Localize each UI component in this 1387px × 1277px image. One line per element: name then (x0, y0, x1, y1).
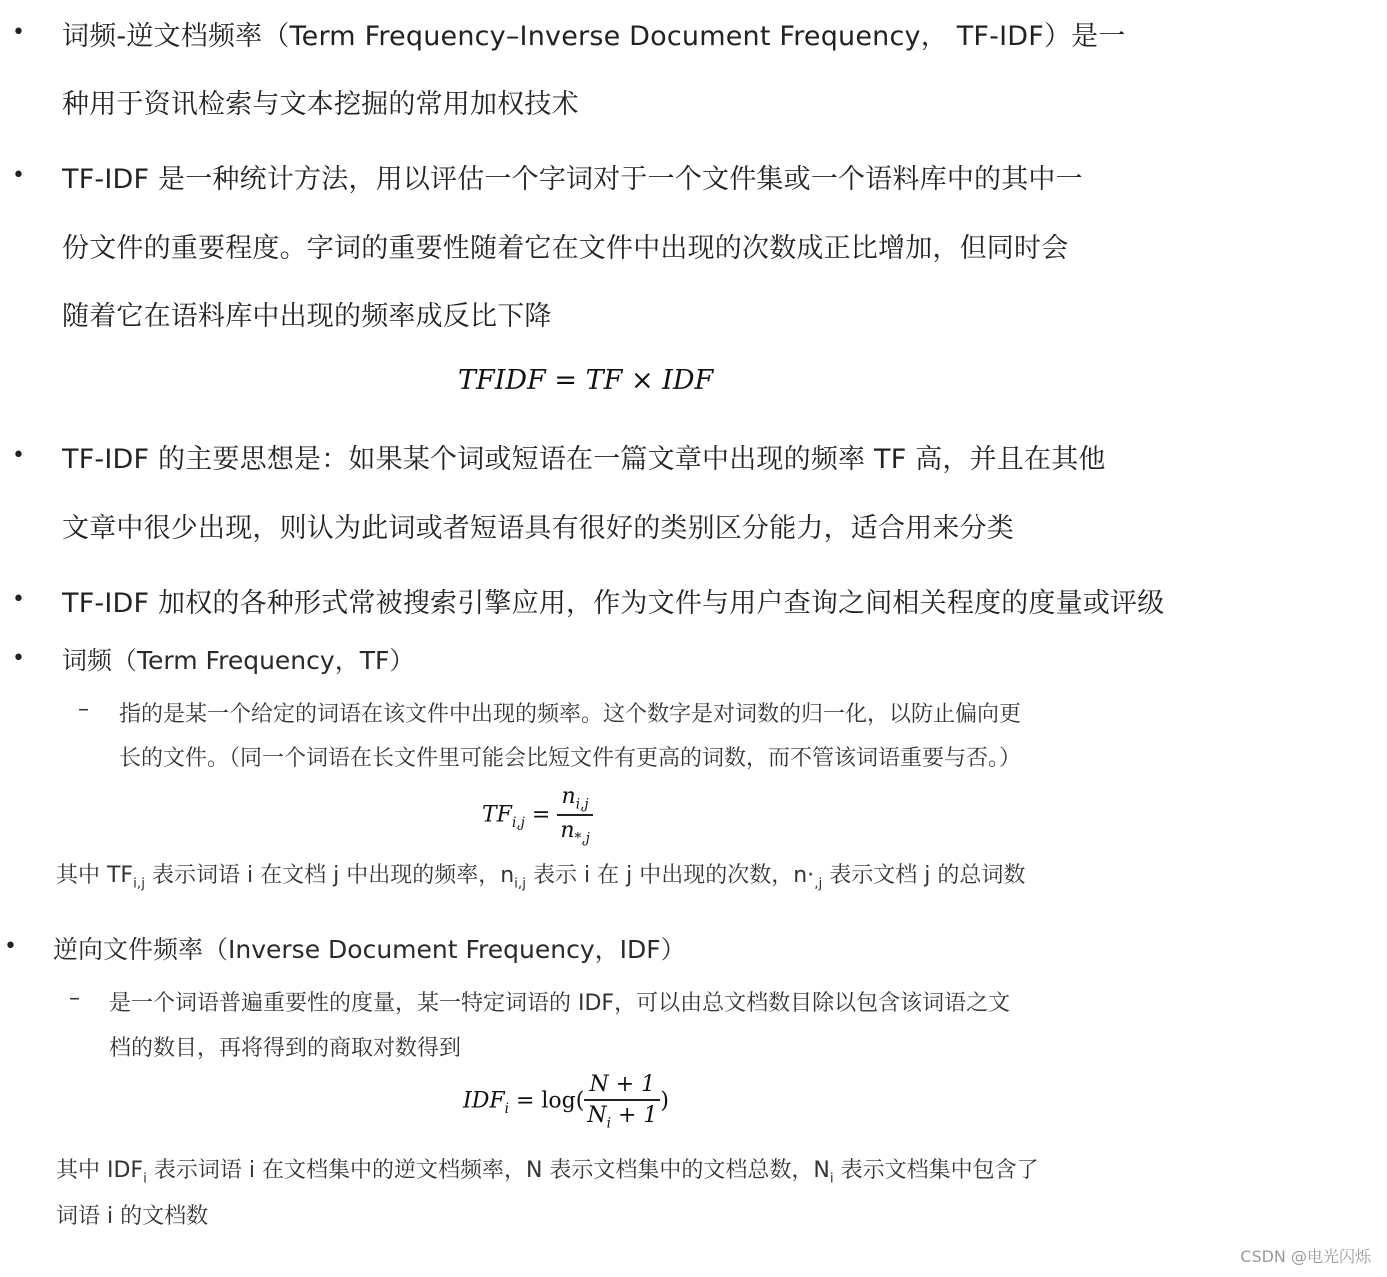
tf-formula-denominator-sub: *,j (574, 830, 590, 847)
tf-note-sub: i,j (514, 875, 527, 892)
watermark: CSDN @电光闪烁 (1240, 1247, 1371, 1266)
idf-formula-close: ) (660, 1088, 669, 1114)
tf-note-sub: i,j (133, 875, 145, 892)
tf-formula-lhs-sub: i,j (511, 814, 525, 831)
tf-formula-equals: = (531, 802, 551, 828)
dash-marker: – (78, 697, 89, 722)
idf-formula-lhs-sub: i (504, 1101, 509, 1118)
bullet-dot: • (12, 443, 25, 468)
idf-formula-lhs: IDF (463, 1088, 505, 1114)
bullet-dot: • (12, 646, 25, 671)
tf-note-text: 表示文档 j 的总词数 (822, 863, 1026, 888)
tf-formula-fraction (557, 784, 593, 847)
tf-note (56, 858, 1025, 891)
bullet-3-line-2: 文章中很少出现，则认为此词或者短语具有很好的类别区分能力，适合用来分类 (62, 513, 1014, 544)
idf-formula-log: log( (541, 1088, 585, 1114)
idf-formula-denominator-sub: i (606, 1115, 611, 1132)
idf-note-text: 表示文档集中包含了 (833, 1158, 1039, 1183)
tf-formula-lhs: TF (482, 802, 512, 828)
formula-tf: TF (585, 365, 623, 396)
bullet-dot: • (4, 934, 17, 959)
idf-formula-equals: = (515, 1088, 535, 1114)
idf-description-line-1: 是一个词语普遍重要性的度量，某一特定词语的 IDF，可以由总文档数目除以包含该词语之文 (109, 991, 1011, 1016)
idf-note-sub: i (143, 1170, 147, 1187)
formula-idf: IDF (662, 365, 714, 396)
bullet-2-line-2: 份文件的重要程度。字词的重要性随着它在文件中出现的次数成正比增加，但同时会 (62, 233, 1069, 264)
bullet-4-line-1: TF-IDF 加权的各种形式常被搜索引擎应用，作为文件与用户查询之间相关程度的度量或评级 (62, 588, 1165, 619)
bullet-3-line-1: TF-IDF 的主要思想是：如果某个词或短语在一篇文章中出现的频率 TF 高，并且在其他 (62, 444, 1106, 475)
idf-note-line-1 (56, 1153, 1039, 1186)
bullet-dot: • (12, 587, 25, 612)
tfidf-formula (458, 365, 713, 396)
idf-note-sub: i (829, 1170, 834, 1187)
tf-note-text: 其中 TF (56, 863, 134, 888)
formula-times: × (630, 365, 654, 396)
idf-formula-denominator-rest: + 1 (610, 1103, 658, 1128)
idf-formula (463, 1072, 669, 1131)
tf-note-text: 表示 i 在 j 中出现的次数，n· (526, 863, 815, 888)
idf-formula-denominator: N (587, 1103, 607, 1128)
idf-note-line-2: 词语 i 的文档数 (56, 1204, 209, 1229)
idf-description-line-2: 档的数目，再将得到的商取对数得到 (109, 1036, 462, 1061)
tf-heading: 词频（Term Frequency，TF） (62, 646, 415, 675)
bullet-dot: • (12, 163, 25, 188)
tf-formula-numerator: n (561, 784, 576, 809)
tf-formula-denominator: n (560, 818, 575, 844)
tf-description-line-2: 长的文件。（同一个词语在长文件里可能会比短文件有更高的词数，而不管该词语重要与否。） (119, 746, 1022, 771)
idf-heading: 逆向文件频率（Inverse Document Frequency，IDF） (53, 935, 686, 964)
tf-description-line-1: 指的是某一个给定的词语在该文件中出现的频率。这个数字是对词数的归一化，以防止偏向更 (119, 702, 1022, 727)
tf-note-sub: ,j (814, 875, 823, 892)
idf-formula-numerator: N + 1 (584, 1072, 660, 1101)
formula-equals: = (554, 365, 578, 396)
idf-note-text: 其中 IDF (56, 1158, 144, 1183)
idf-note-text: 表示词语 i 在文档集中的逆文档频率，N 表示文档集中的文档总数，N (146, 1158, 830, 1183)
dash-marker: – (69, 986, 80, 1011)
formula-lhs: TFIDF (458, 365, 546, 396)
bullet-1-line-1: 词频-逆文档频率（Term Frequency–Inverse Document Frequency， TF-IDF）是一 (62, 21, 1126, 52)
bullet-1-line-2: 种用于资讯检索与文本挖掘的常用加权技术 (62, 89, 579, 120)
tf-note-text: 表示词语 i 在文档 j 中出现的频率，n (145, 863, 515, 888)
bullet-2-line-1: TF-IDF 是一种统计方法，用以评估一个字词对于一个文件集或一个语料库中的其中一 (62, 164, 1083, 195)
bullet-dot: • (12, 20, 25, 45)
tf-formula-numerator-sub: i,j (575, 796, 589, 813)
idf-formula-fraction (584, 1072, 660, 1131)
tf-formula (482, 784, 593, 847)
bullet-2-line-3: 随着它在语料库中出现的频率成反比下降 (62, 301, 552, 332)
